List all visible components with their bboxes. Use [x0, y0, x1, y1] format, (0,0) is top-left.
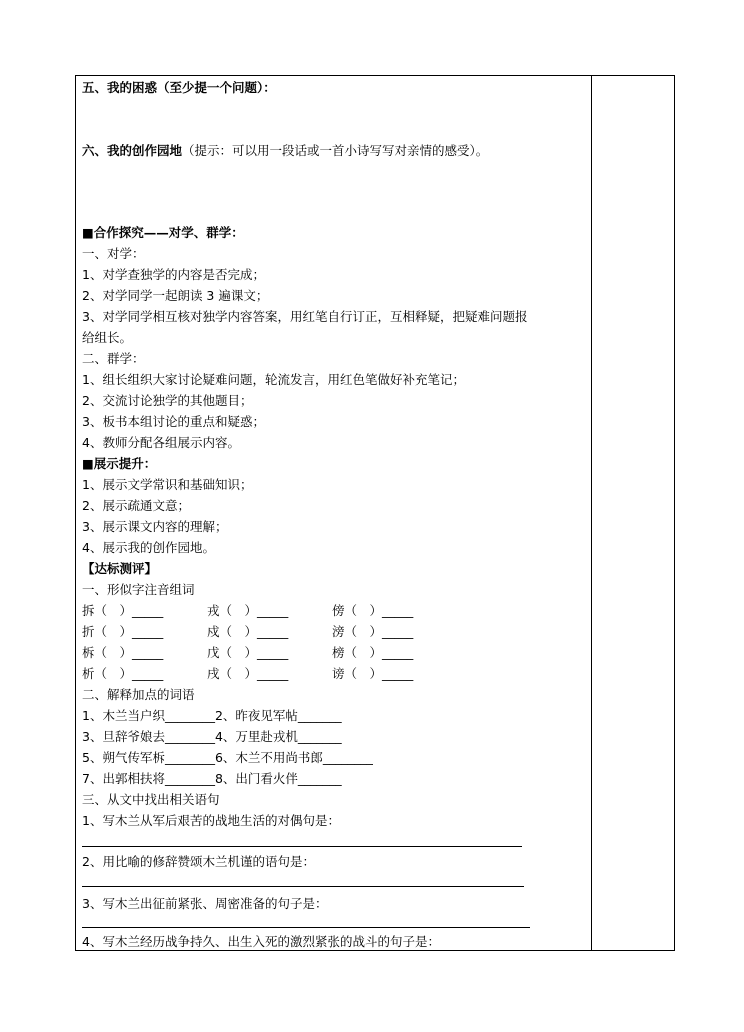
q1-cell: 戊（ ）_____	[207, 645, 289, 660]
q1-cell: 谤（ ）_____	[332, 666, 414, 681]
q2-heading: 二、解释加点的词语	[82, 687, 195, 702]
document-table	[75, 75, 675, 951]
q1-cell: 戌（ ）_____	[207, 666, 289, 681]
q1-cell: 柝（ ）_____	[82, 645, 164, 660]
q1-row	[82, 645, 413, 661]
show-item: 3、展示课文内容的理解；	[82, 519, 228, 534]
answer-line	[82, 886, 524, 887]
q2-row: 1、木兰当户织________2、昨夜见军帖_______	[82, 708, 342, 723]
section-6-title: 六、我的创作园地	[82, 143, 183, 158]
section-6-hint: （提示：可以用一段话或一首小诗写写对亲情的感受）。	[182, 143, 489, 158]
show-item: 2、展示疏通文意；	[82, 498, 190, 513]
q1-heading: 一、形似字注音组词	[82, 582, 195, 597]
q1-row	[82, 624, 413, 640]
column-divider	[591, 76, 592, 950]
duixue-heading: 一、对学：	[82, 246, 145, 261]
q1-cell: 拆（ ）_____	[82, 603, 164, 618]
qunxue-item: 2、交流讨论独学的其他题目；	[82, 393, 253, 408]
q3-item: 3、写木兰出征前紧张、周密准备的句子是：	[82, 896, 328, 911]
q1-cell: 析（ ）_____	[82, 666, 164, 681]
q2-row: 3、旦辞爷娘去________4、万里赴戎机_______	[82, 729, 342, 744]
q1-cell: 戎（ ）_____	[207, 603, 289, 618]
q3-heading: 三、从文中找出相关语句	[82, 792, 220, 807]
q3-item: 4、写木兰经历战争持久、出生入死的激烈紧张的战斗的句子是：	[82, 934, 440, 949]
qunxue-item: 4、教师分配各组展示内容。	[82, 435, 240, 450]
q1-row	[82, 603, 413, 619]
q1-cell: 滂（ ）_____	[332, 624, 414, 639]
duixue-item: 1、对学查独学的内容是否完成；	[82, 267, 265, 282]
qunxue-item: 3、板书本组讨论的重点和疑惑；	[82, 414, 265, 429]
q1-cell: 榜（ ）_____	[332, 645, 414, 660]
q3-item: 2、用比喻的修辞赞颂木兰机谨的语句是：	[82, 854, 315, 869]
q2-row: 5、朔气传军柝________6、木兰不用尚书郎________	[82, 750, 373, 765]
cooperation-heading: ■合作探究——对学、群学：	[82, 225, 244, 240]
duixue-item: 3、对学同学相互核对独学内容答案，用红笔自行订正，互相释疑，把疑难问题报	[82, 309, 528, 324]
section-6-heading	[82, 143, 488, 159]
qunxue-heading: 二、群学：	[82, 351, 145, 366]
section-5-heading: 五、我的困惑（至少提一个问题）：	[82, 80, 276, 95]
answer-line	[82, 927, 530, 928]
duixue-item: 给组长。	[82, 330, 133, 345]
q2-row: 7、出郭相扶将________8、出门看火伴_______	[82, 771, 342, 786]
qunxue-item: 1、组长组织大家讨论疑难问题，轮流发言，用红色笔做好补充笔记；	[82, 372, 465, 387]
q1-cell: 傍（ ）_____	[332, 603, 414, 618]
show-item: 4、展示我的创作园地。	[82, 540, 215, 555]
show-item: 1、展示文学常识和基础知识；	[82, 477, 253, 492]
q1-cell: 折（ ）_____	[82, 624, 164, 639]
q3-item: 1、写木兰从军后艰苦的战地生活的对偶句是：	[82, 813, 340, 828]
answer-line	[82, 846, 522, 847]
q1-row	[82, 666, 413, 682]
show-heading: ■展示提升：	[82, 456, 157, 471]
test-heading: 【达标测评】	[82, 561, 158, 576]
q1-cell: 戍（ ）_____	[207, 624, 289, 639]
duixue-item: 2、对学同学一起朗读 3 遍课文；	[82, 288, 269, 303]
